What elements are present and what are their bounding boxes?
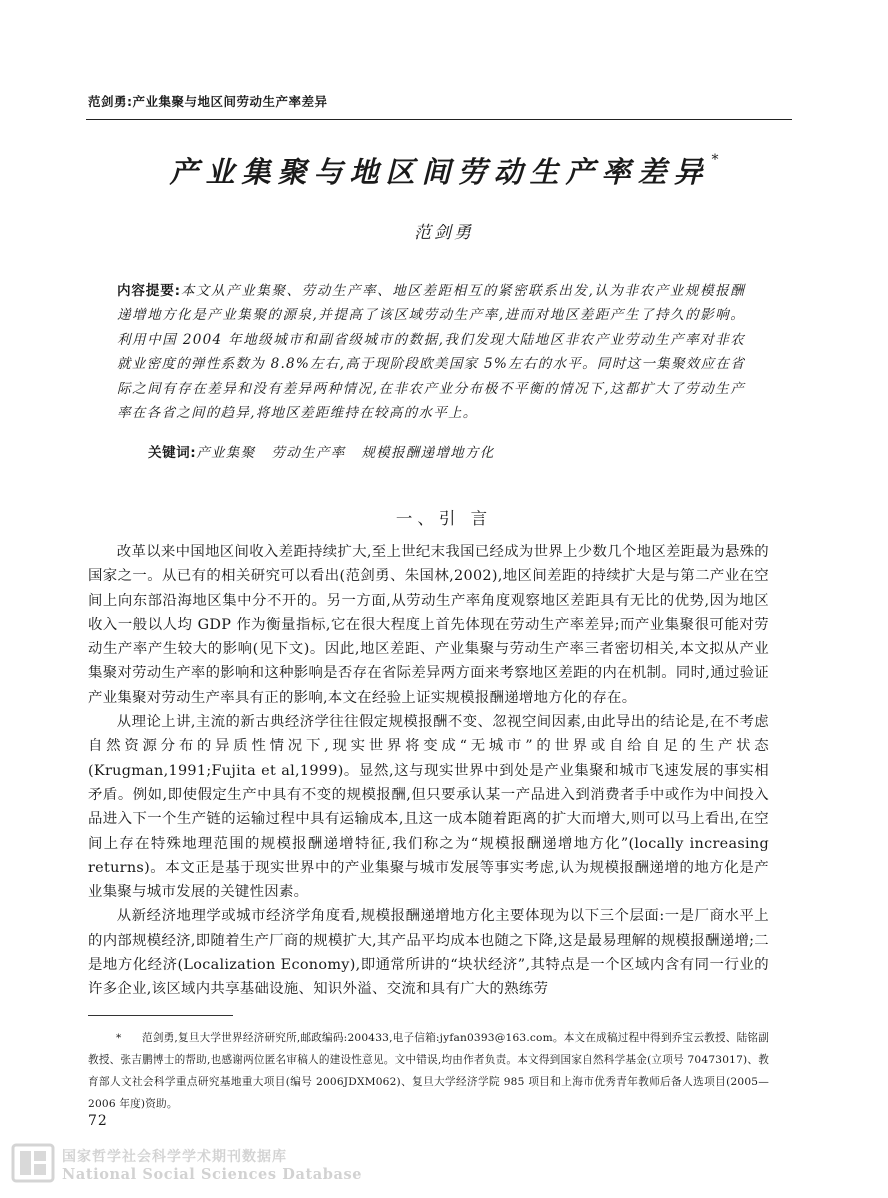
running-head: 范剑勇:产业集聚与地区间劳动生产率差异 <box>88 94 328 109</box>
paragraph: 从新经济地理学或城市经济学角度看,规模报酬递增地方化主要体现为以下三个层面:一是厂商水平上的内部规模经济,即随着生产厂商的规模扩大,其产品平均成本也随之下降,这是最易理解的规模报酬递增;二是地方化经济(Localization Economy),即通常所讲的“块状经济”,其特点是一个区域内含有同一行业的许多企业,该区域内共享基础设施、知识外溢、交流和具有广大的熟练劳 <box>88 908 769 998</box>
database-logo-icon <box>10 1140 56 1186</box>
title-block <box>0 150 888 191</box>
section-heading: 一、引 言 <box>395 509 493 528</box>
watermark-english: National Social Sciences Database <box>62 1166 363 1183</box>
paragraph: 改革以来中国地区间收入差距持续扩大,至上世纪末我国已经成为世界上少数几个地区差距最为悬殊的国家之一。从已有的相关研究可以看出(范剑勇、朱国林,2002),地区间差距的持续扩大是与第二产业在空间上向东部沿海地区集中分不开的。另一方面,从劳动生产率角度观察地区差距具有无比的优势,因为地区收入一般以人均 GDP 作为衡量指标,它在很大程度上首先体现在劳动生产率差异;而产业集聚很可能对劳动生产率产生较大的影响(见下文)。因此,地区差距、产业集聚与劳动生产率三者密切相关,本文拟从产业集聚对劳动生产率的影响和这种影响是否存在省际差异两方面来考察地区差距的内在机制。同时,通过验证产业集聚对劳动生产率具有正的影响,本文在经验上证实规模报酬递增地方化的存在。 <box>88 544 769 706</box>
keyword: 规模报酬递增地方化 <box>361 445 495 461</box>
article-title: 产业集聚与地区间劳动生产率差异 <box>169 155 710 189</box>
keywords <box>148 441 758 461</box>
keywords-label: 关键词: <box>148 445 197 461</box>
footnote-mark: * <box>116 1032 122 1044</box>
abstract <box>117 279 745 425</box>
watermark <box>62 1148 362 1184</box>
page-number: 72 <box>88 1113 108 1129</box>
abstract-text: 本文从产业集聚、劳动生产率、地区差距相互的紧密联系出发,认为非农产业规模报酬递增地方化是产业集聚的源泉,并提高了该区域劳动生产率,进而对地区差距产生了持久的影响。利用中国 2004 年地级城市和副省级城市的数据,我们发现大陆地区非农产业劳动生产率对非农就业密度的弹性系数为 8.8%左右,高于现阶段欧美国家 5%左右的水平。同时这一集聚效应在省际之间有存在差异和没有差异两种情况,在非农产业分布极不平衡的情况下,这都扩大了劳动生产率在各省之间的趋异,将地区差距维持在较高的水平上。 <box>117 283 745 422</box>
footnote <box>88 1027 769 1115</box>
title-footnote-mark[interactable]: * <box>711 152 719 168</box>
header-rule <box>86 119 792 120</box>
paragraph: 从理论上讲,主流的新古典经济学往往假定规模报酬不变、忽视空间因素,由此导出的结论是,在不考虑自然资源分布的异质性情况下,现实世界将变成“无城市”的世界或自给自足的生产状态(Krugman,1991;Fujita et al,1999)。显然,这与现实世界中到处是产业集聚和城市飞速发展的事实相矛盾。例如,即使假定生产中具有不变的规模报酬,但只要承认某一产品进入到消费者手中或作为中间投入品进入下一个生产链的运输过程中具有运输成本,且这一成本随着距离的扩大而增大,则可以马上看出,在空间上存在特殊地理范围的规模报酬递增特征,我们称之为“规模报酬递增地方化”(locally increasing returns)。本文正是基于现实世界中的产业集聚与城市发展等事实考虑,认为规模报酬递增的地方化是产业集聚与城市发展的关键性因素。 <box>88 714 769 901</box>
author-name: 范剑勇 <box>414 223 474 243</box>
footnote-text: 范剑勇,复旦大学世界经济研究所,邮政编码:200433,电子信箱:jyfan0393@163.com。本文在成稿过程中得到乔宝云教授、陆铭副教授、张吉鹏博士的帮助,也感谢两位匿名审稿人的建设性意见。文中错误,均由作者负责。本文得到国家自然科学基金(立项号 70473017)、教育部人文社会科学重点研究基地重大项目(编号 2006JDXM062)、复旦大学经济学院 985 项目和上海市优秀青年教师后备人选项目(2005—2006 年度)资助。 <box>88 1032 769 1110</box>
abstract-label: 内容提要: <box>117 283 181 299</box>
keyword: 产业集聚 <box>196 445 256 461</box>
watermark-chinese: 国家哲学社会科学学术期刊数据库 <box>62 1149 287 1165</box>
body-text <box>88 540 769 1002</box>
keyword: 劳动生产率 <box>271 445 346 461</box>
footnote-rule <box>88 1015 233 1016</box>
